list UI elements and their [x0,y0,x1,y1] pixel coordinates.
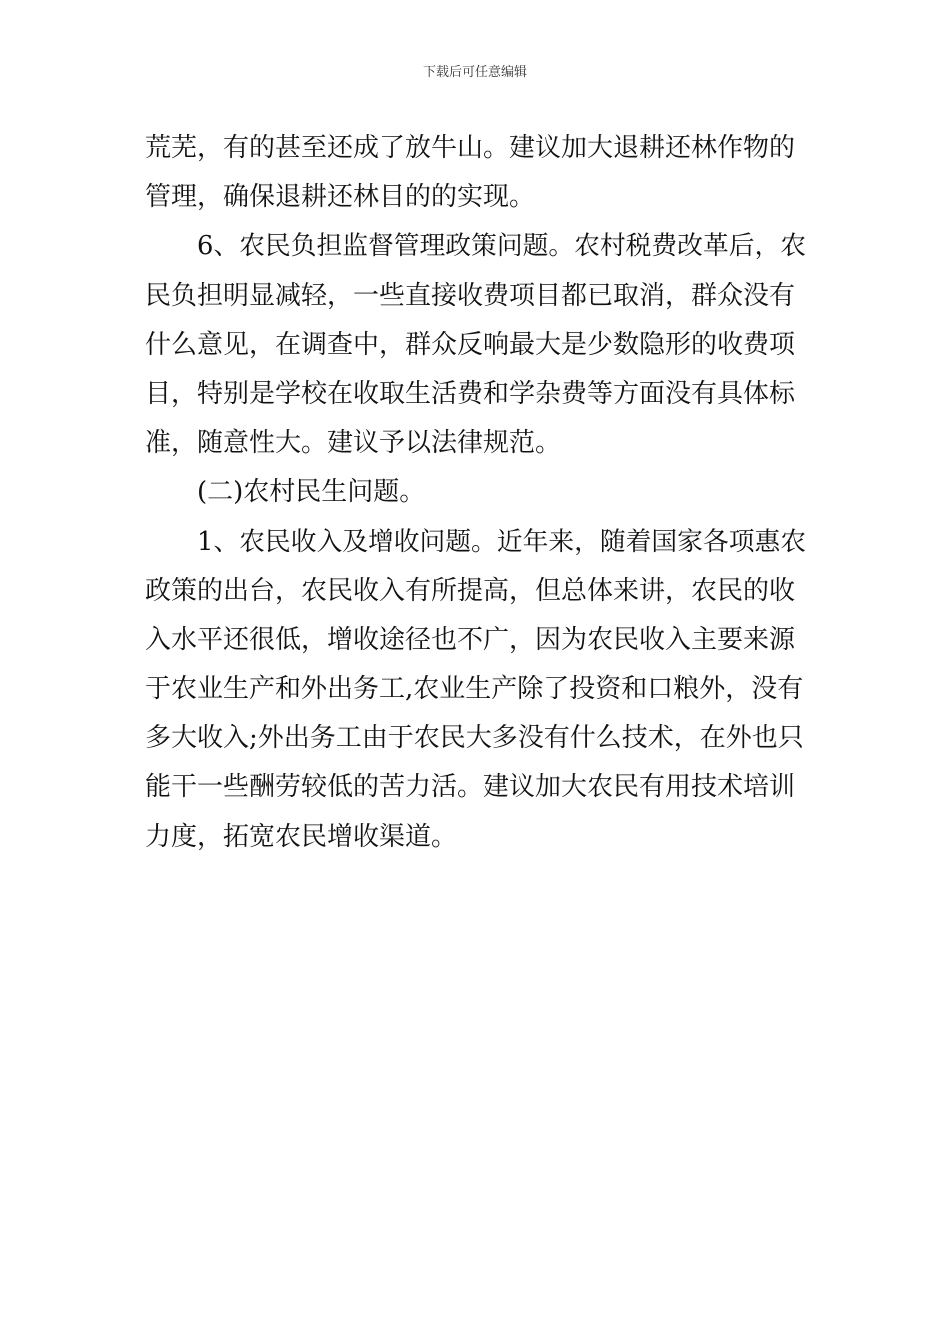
text-line: 荒芜，有的甚至还成了放牛山。建议加大退耕还林作物的 [145,133,796,163]
text-line: 6、农民负担监督管理政策问题。农村税费改革后，农 [197,231,807,262]
document-body [145,124,807,862]
text-line: (二)农村民生问题。 [197,477,426,508]
text-line: 管理，确保退耕还林目的的实现。 [145,182,536,213]
text-line: 多大收入;外出务工由于农民大多没有什么技术，在外也只 [145,723,804,754]
text-line: 1、农民收入及增收问题。近年来，随着国家各项惠农 [197,526,807,557]
text-line: 入水平还很低，增收途径也不广，因为农民收入主要来源 [145,624,796,655]
text-line: 什么意见，在调查中，群众反响最大是少数隐形的收费项 [145,329,796,360]
text-line: 目，特别是学校在收取生活费和学杂费等方面没有具体标 [145,378,796,409]
page-header: 下载后可任意编辑 [422,65,527,80]
text-line: 政策的出台，农民收入有所提高，但总体来讲，农民的收 [145,575,796,606]
text-line: 力度，拓宽农民增收渠道。 [145,821,458,852]
text-line: 民负担明显减轻，一些直接收费项目都已取消，群众没有 [145,280,796,311]
text-line: 准，随意性大。建议予以法律规范。 [145,428,562,459]
text-line: 能干一些酬劳较低的苦力活。建议加大农民有用技术培训 [145,772,796,803]
text-line: 于农业生产和外出务工,农业生产除了投资和口粮外，没有 [145,674,804,705]
